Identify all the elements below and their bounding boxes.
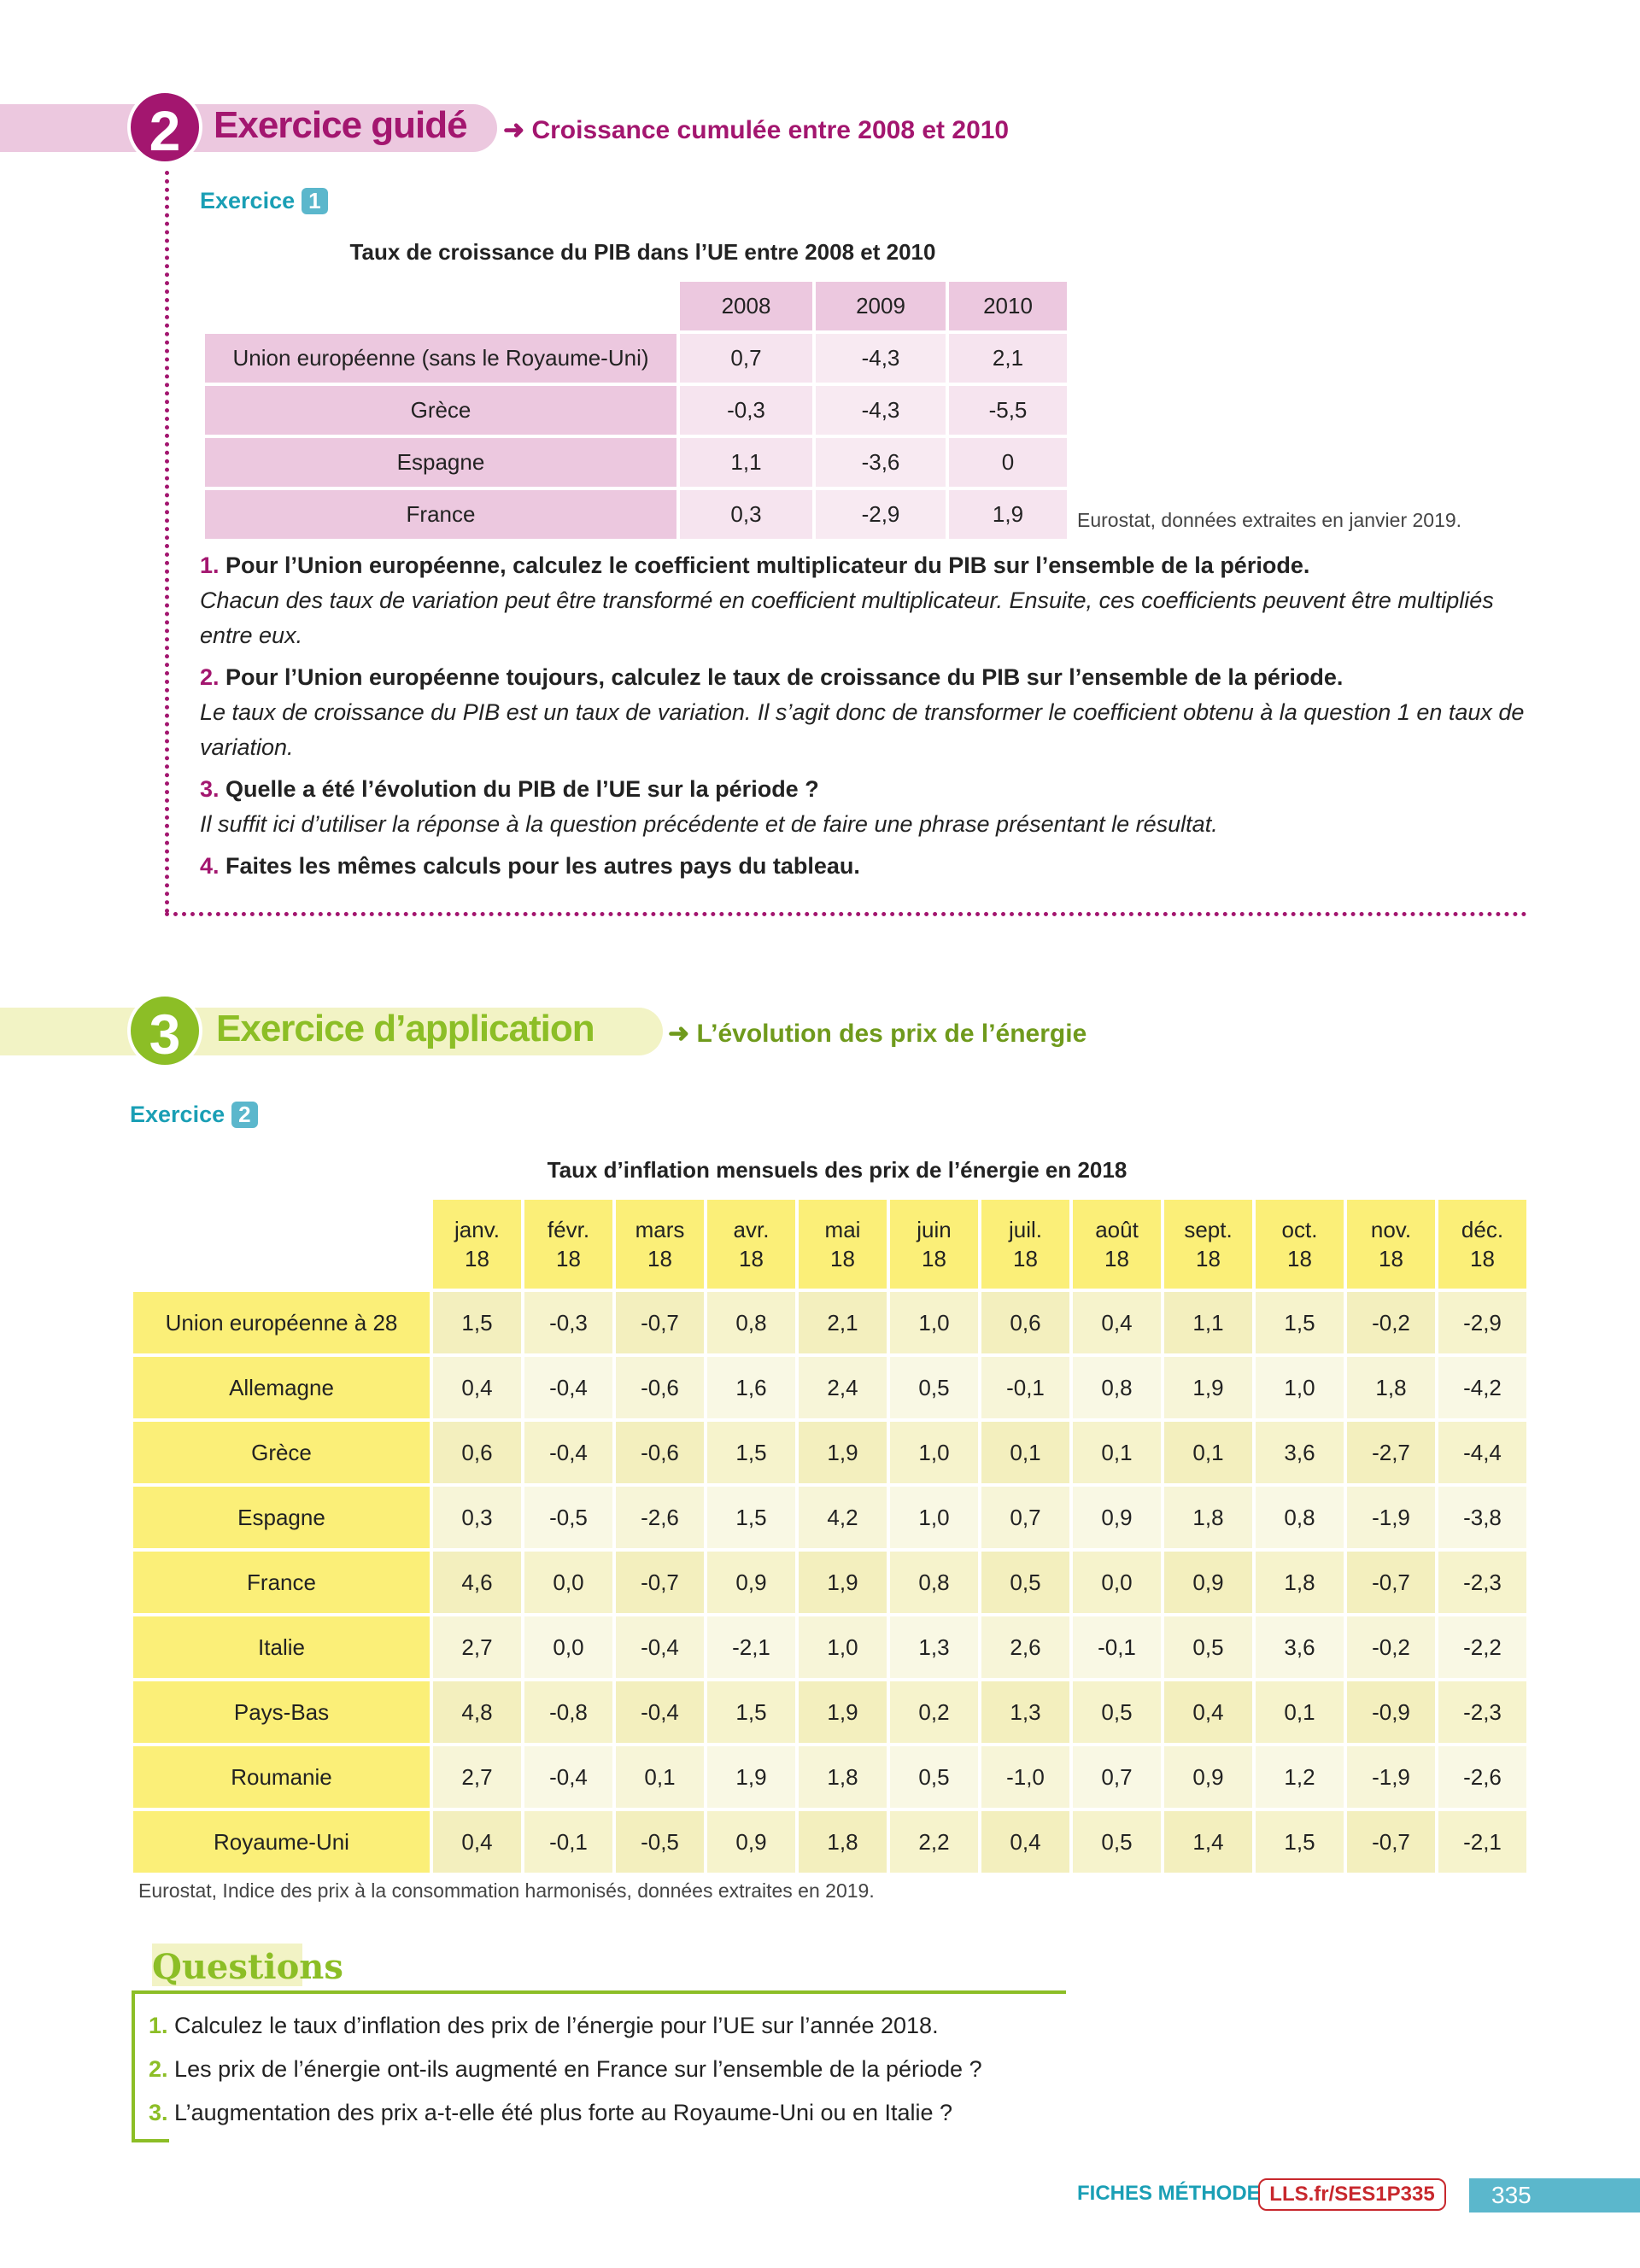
table-cell: 1,0	[890, 1292, 978, 1353]
table-cell: 0,4	[433, 1357, 521, 1418]
exercise-number-badge: 1	[302, 188, 327, 214]
table-cell: 0,6	[981, 1292, 1069, 1353]
column-header: 2009	[816, 282, 946, 330]
table-cell: -0,2	[1347, 1616, 1435, 1678]
section3-title: Exercice d’application	[216, 1008, 594, 1049]
table-cell: -0,3	[524, 1292, 612, 1353]
table-cell: 0,1	[1256, 1681, 1344, 1743]
table-cell: -0,8	[524, 1681, 612, 1743]
column-header	[1256, 1200, 1344, 1289]
table-cell: -4,4	[1438, 1422, 1526, 1483]
table-cell: -2,3	[1438, 1681, 1526, 1743]
table-cell: 0,4	[1073, 1292, 1161, 1353]
table-cell: -0,7	[616, 1292, 704, 1353]
questions-bottom-tick	[132, 2139, 169, 2142]
table-row	[205, 386, 1067, 435]
year-label: 18	[647, 1246, 672, 1271]
table-row	[133, 1487, 1526, 1548]
year-label: 18	[739, 1246, 764, 1271]
column-header	[799, 1200, 887, 1289]
table-cell: -2,1	[1438, 1811, 1526, 1873]
table-cell: -0,2	[1347, 1292, 1435, 1353]
row-label: Roumanie	[133, 1746, 430, 1808]
table-header-row	[133, 1200, 1526, 1289]
table-cell: -0,7	[616, 1552, 704, 1613]
row-label: Union européenne à 28	[133, 1292, 430, 1353]
month-label: juin	[917, 1217, 952, 1242]
table-cell: -0,9	[1347, 1681, 1435, 1743]
year-label: 18	[1013, 1246, 1038, 1271]
table2-source: Eurostat, Indice des prix à la consommation harmonisés, données extraites en 2019.	[138, 1879, 875, 1902]
year-label: 18	[922, 1246, 946, 1271]
table-cell: 4,8	[433, 1681, 521, 1743]
question-text: Calculez le taux d’inflation des prix de l’énergie pour l’UE sur l’année 2018.	[174, 2013, 939, 2038]
column-header	[433, 1200, 521, 1289]
table-cell: -0,1	[524, 1811, 612, 1873]
table-cell: 1,8	[1164, 1487, 1252, 1548]
table-cell: 0,1	[1073, 1422, 1161, 1483]
table-cell: 1,5	[707, 1487, 795, 1548]
table-cell: -1,0	[981, 1746, 1069, 1808]
row-label: Union européenne (sans le Royaume-Uni)	[205, 334, 676, 383]
table-cell: 1,9	[799, 1681, 887, 1743]
empty-header	[205, 282, 676, 330]
row-label: France	[205, 490, 676, 539]
table-row	[133, 1357, 1526, 1418]
section3-number: 3	[127, 993, 202, 1068]
table-cell: 0,4	[981, 1811, 1069, 1873]
table-cell: 2,7	[433, 1616, 521, 1678]
column-header	[707, 1200, 795, 1289]
row-label: Italie	[133, 1616, 430, 1678]
month-label: févr.	[547, 1217, 590, 1242]
table-cell: 1,5	[1256, 1811, 1344, 1873]
table-cell: 2,2	[890, 1811, 978, 1873]
question-number: 3.	[200, 776, 220, 802]
table-cell: -0,4	[524, 1746, 612, 1808]
table-cell: 1,1	[680, 438, 812, 487]
table-cell: 1,4	[1164, 1811, 1252, 1873]
column-header	[1438, 1200, 1526, 1289]
row-label: Grèce	[205, 386, 676, 435]
table-cell: -0,6	[616, 1357, 704, 1418]
table-cell: 0,5	[890, 1746, 978, 1808]
question-hint: Il suffit ici d’utiliser la réponse à la question précédente et de faire une phrase présentant le résultat.	[200, 811, 1218, 837]
table-cell: 0,5	[1164, 1616, 1252, 1678]
table-cell: 0,6	[433, 1422, 521, 1483]
table-cell: 1,2	[1256, 1746, 1344, 1808]
month-label: août	[1095, 1217, 1139, 1242]
table-row	[205, 438, 1067, 487]
table-cell: 0,8	[890, 1552, 978, 1613]
table1-title: Taux de croissance du PIB dans l’UE entre 2008 et 2010	[349, 239, 936, 265]
table-cell: 0,3	[433, 1487, 521, 1548]
column-header	[1164, 1200, 1252, 1289]
question-text: Quelle a été l’évolution du PIB de l’UE sur la période ?	[226, 776, 819, 802]
section2-title: Exercice guidé	[214, 104, 467, 146]
question-text: L’augmentation des prix a-t-elle été plus forte au Royaume-Uni ou en Italie ?	[174, 2100, 953, 2125]
question-number: 1.	[200, 552, 220, 578]
table-cell: -0,5	[524, 1487, 612, 1548]
table-cell: -4,3	[816, 386, 946, 435]
question-item	[200, 772, 1532, 842]
table-cell: 0,7	[680, 334, 812, 383]
table-header-row	[205, 282, 1067, 330]
table-row	[133, 1292, 1526, 1353]
empty-header	[133, 1200, 430, 1289]
table-cell: -3,8	[1438, 1487, 1526, 1548]
table-cell: 1,8	[1256, 1552, 1344, 1613]
table-row	[133, 1681, 1526, 1743]
table-cell: 1,9	[799, 1422, 887, 1483]
table-row	[205, 334, 1067, 383]
table1-source: Eurostat, données extraites en janvier 2019.	[1077, 509, 1462, 531]
table-cell: 0,2	[890, 1681, 978, 1743]
table-cell: 1,0	[799, 1616, 887, 1678]
table-cell: 0,5	[1073, 1681, 1161, 1743]
column-header	[616, 1200, 704, 1289]
page-number: 335	[1469, 2178, 1640, 2212]
month-label: juil.	[1008, 1217, 1042, 1242]
questions-rule	[132, 1990, 1066, 1994]
question-number: 2.	[200, 664, 220, 690]
table-cell: -0,3	[680, 386, 812, 435]
dotted-border-left	[165, 171, 169, 914]
table-cell: 0,8	[707, 1292, 795, 1353]
question-text: Pour l’Union européenne toujours, calculez le taux de croissance du PIB sur l’ensemble de la période.	[226, 664, 1344, 690]
exercise2-label	[130, 1102, 258, 1128]
table-cell: 0,9	[1164, 1746, 1252, 1808]
month-label: sept.	[1184, 1217, 1233, 1242]
table-cell: 1,8	[799, 1811, 887, 1873]
table-cell: 0,0	[524, 1616, 612, 1678]
table-cell: 0,9	[707, 1811, 795, 1873]
table-cell: 3,6	[1256, 1616, 1344, 1678]
question-item	[200, 660, 1532, 765]
question-number: 4.	[200, 853, 220, 879]
year-label: 18	[1196, 1246, 1221, 1271]
question-text: Faites les mêmes calculs pour les autres pays du tableau.	[226, 853, 860, 879]
table-cell: -2,3	[1438, 1552, 1526, 1613]
table-cell: -2,2	[1438, 1616, 1526, 1678]
energy-inflation-table	[130, 1196, 1530, 1876]
table-cell: 0,4	[1164, 1681, 1252, 1743]
table-cell: 1,3	[981, 1681, 1069, 1743]
question-text: Pour l’Union européenne, calculez le coefficient multiplicateur du PIB sur l’ensemble de la période.	[226, 552, 1310, 578]
table-cell: 4,6	[433, 1552, 521, 1613]
table-cell: -0,6	[616, 1422, 704, 1483]
table-cell: 0,4	[433, 1811, 521, 1873]
table-cell: -0,7	[1347, 1552, 1435, 1613]
table-cell: 1,3	[890, 1616, 978, 1678]
table-cell: 0,8	[1256, 1487, 1344, 1548]
table-cell: 0,1	[1164, 1422, 1252, 1483]
dotted-border-bottom	[165, 912, 1527, 916]
year-label: 18	[465, 1246, 489, 1271]
table-cell: 1,9	[799, 1552, 887, 1613]
question-text: Les prix de l’énergie ont-ils augmenté en France sur l’ensemble de la période ?	[174, 2056, 982, 2082]
year-label: 18	[1287, 1246, 1312, 1271]
month-label: avr.	[733, 1217, 770, 1242]
table-cell: 1,8	[1347, 1357, 1435, 1418]
column-header	[524, 1200, 612, 1289]
table-cell: 3,6	[1256, 1422, 1344, 1483]
year-label: 18	[1379, 1246, 1403, 1271]
table-cell: 1,0	[890, 1487, 978, 1548]
year-label: 18	[830, 1246, 855, 1271]
table-row	[133, 1552, 1526, 1613]
table-cell: 2,6	[981, 1616, 1069, 1678]
month-label: mars	[635, 1217, 685, 1242]
table-cell: 0,3	[680, 490, 812, 539]
table-cell: -1,9	[1347, 1487, 1435, 1548]
table-cell: -2,6	[616, 1487, 704, 1548]
month-label: oct.	[1281, 1217, 1318, 1242]
table-cell: 0,0	[1073, 1552, 1161, 1613]
section2-subtitle: ➜ Croissance cumulée entre 2008 et 2010	[503, 116, 1010, 144]
table-cell: 1,5	[433, 1292, 521, 1353]
table-cell: 2,7	[433, 1746, 521, 1808]
exercise1-label	[200, 188, 328, 214]
exercise-label-text: Exercice	[130, 1102, 226, 1127]
table-cell: -0,1	[1073, 1616, 1161, 1678]
table-cell: 2,1	[799, 1292, 887, 1353]
table-cell: -3,6	[816, 438, 946, 487]
table-cell: -4,3	[816, 334, 946, 383]
table-cell: -2,1	[707, 1616, 795, 1678]
table-cell: -0,4	[524, 1357, 612, 1418]
table-cell: 1,9	[1164, 1357, 1252, 1418]
table-cell: 0,1	[981, 1422, 1069, 1483]
table-cell: 0,9	[1164, 1552, 1252, 1613]
question-hint: Chacun des taux de variation peut être transformé en coefficient multiplicateur. Ensuite, ces coefficients peuvent être multipliés entre eux.	[200, 587, 1494, 648]
table-cell: 0,1	[616, 1746, 704, 1808]
table-cell: 1,5	[1256, 1292, 1344, 1353]
table-cell: 1,9	[949, 490, 1067, 539]
table-cell: 0,9	[1073, 1487, 1161, 1548]
table-cell: 2,4	[799, 1357, 887, 1418]
footer-section-label: FICHES MÉTHODE	[1077, 2182, 1261, 2205]
row-label: Espagne	[205, 438, 676, 487]
exercise-number-badge: 2	[231, 1102, 257, 1128]
month-label: janv.	[454, 1217, 500, 1242]
table-cell: 0,7	[981, 1487, 1069, 1548]
table2-title: Taux d’inflation mensuels des prix de l’énergie en 2018	[547, 1157, 1128, 1183]
table-cell: 1,5	[707, 1422, 795, 1483]
month-label: nov.	[1370, 1217, 1412, 1242]
table-cell: -1,9	[1347, 1746, 1435, 1808]
table-cell: 2,1	[949, 334, 1067, 383]
table-cell: -0,4	[616, 1616, 704, 1678]
table-cell: 1,0	[890, 1422, 978, 1483]
table-cell: 0,7	[1073, 1746, 1161, 1808]
table-cell: 0,9	[707, 1552, 795, 1613]
table-cell: -4,2	[1438, 1357, 1526, 1418]
question-item	[200, 849, 1532, 884]
table-cell: 0	[949, 438, 1067, 487]
question-hint: Le taux de croissance du PIB est un taux de variation. Il s’agit donc de transformer le coefficient obtenu à la question 1 en taux de variation.	[200, 699, 1525, 760]
row-label: Espagne	[133, 1487, 430, 1548]
questions-heading: Questions	[152, 1947, 343, 1987]
table-cell: 1,0	[1256, 1357, 1344, 1418]
table-cell: -2,9	[816, 490, 946, 539]
question-item	[149, 2056, 982, 2083]
table-cell: 1,6	[707, 1357, 795, 1418]
table-cell: 1,1	[1164, 1292, 1252, 1353]
column-header	[1073, 1200, 1161, 1289]
table-row	[133, 1422, 1526, 1483]
question-number: 1.	[149, 2013, 168, 2038]
table-cell: 4,2	[799, 1487, 887, 1548]
row-label: France	[133, 1552, 430, 1613]
table-cell: 0,5	[1073, 1811, 1161, 1873]
month-label: mai	[824, 1217, 861, 1242]
column-header: 2010	[949, 282, 1067, 330]
row-label: Allemagne	[133, 1357, 430, 1418]
table-cell: -5,5	[949, 386, 1067, 435]
table-cell: -0,5	[616, 1811, 704, 1873]
month-label: déc.	[1461, 1217, 1504, 1242]
section3-subtitle: ➜ L’évolution des prix de l’énergie	[668, 1020, 1087, 1048]
question-list	[200, 548, 1532, 884]
table-cell: -0,4	[524, 1422, 612, 1483]
column-header	[1347, 1200, 1435, 1289]
table-cell: -0,4	[616, 1681, 704, 1743]
column-header: 2008	[680, 282, 812, 330]
table-cell: 1,5	[707, 1681, 795, 1743]
exercise-label-text: Exercice	[200, 188, 296, 213]
section2-number: 2	[127, 90, 202, 165]
table-cell: 1,8	[799, 1746, 887, 1808]
table-cell: 0,0	[524, 1552, 612, 1613]
table-cell: 0,5	[981, 1552, 1069, 1613]
year-label: 18	[1104, 1246, 1129, 1271]
gdp-growth-table	[202, 278, 1070, 542]
year-label: 18	[1470, 1246, 1495, 1271]
table-row	[205, 490, 1067, 539]
year-label: 18	[556, 1246, 581, 1271]
table-cell: 0,5	[890, 1357, 978, 1418]
row-label: Grèce	[133, 1422, 430, 1483]
table-cell: -2,9	[1438, 1292, 1526, 1353]
table-cell: -2,7	[1347, 1422, 1435, 1483]
table-cell: -2,6	[1438, 1746, 1526, 1808]
column-header	[890, 1200, 978, 1289]
questions-left-border	[132, 1990, 135, 2142]
question-item	[149, 2100, 952, 2126]
question-item	[149, 2013, 939, 2039]
table-row	[133, 1811, 1526, 1873]
question-number: 3.	[149, 2100, 168, 2125]
row-label: Pays-Bas	[133, 1681, 430, 1743]
table-cell: 1,9	[707, 1746, 795, 1808]
table-cell: -0,7	[1347, 1811, 1435, 1873]
table-row	[133, 1746, 1526, 1808]
row-label: Royaume-Uni	[133, 1811, 430, 1873]
question-item	[200, 548, 1532, 653]
column-header	[981, 1200, 1069, 1289]
table-cell: 0,8	[1073, 1357, 1161, 1418]
table-row	[133, 1616, 1526, 1678]
footer-link[interactable]: LLS.fr/SES1P335	[1258, 2178, 1446, 2211]
question-number: 2.	[149, 2056, 168, 2082]
table-cell: -0,1	[981, 1357, 1069, 1418]
